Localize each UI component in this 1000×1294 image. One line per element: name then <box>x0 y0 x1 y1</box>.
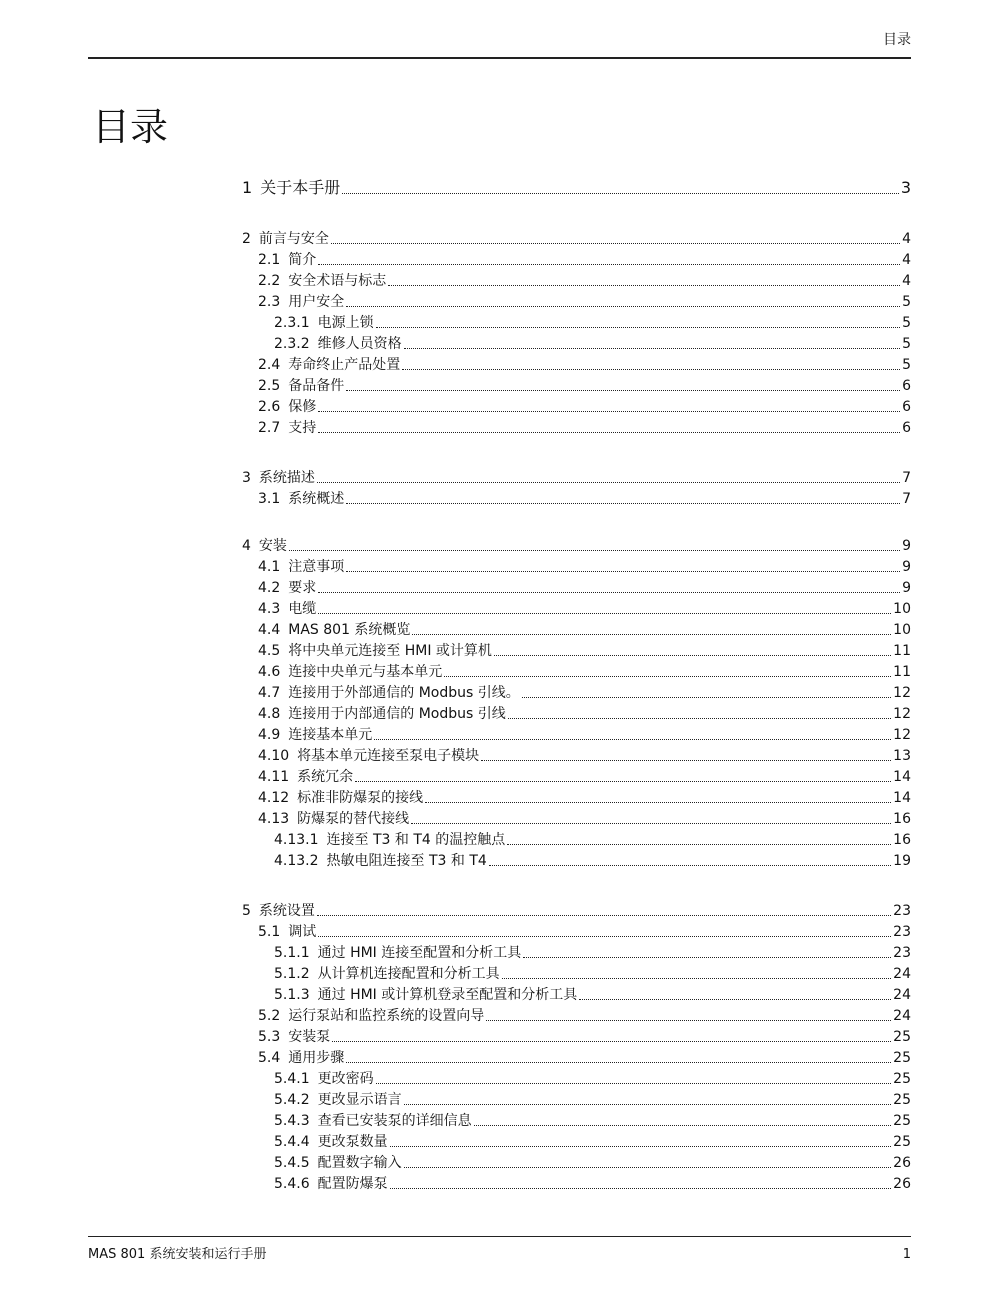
toc-entry-number: 2.4 <box>258 357 281 373</box>
toc-dot-leader <box>346 389 900 391</box>
toc-entry-title: 维修人员资格 <box>317 336 402 352</box>
toc-entry-title: 保修 <box>288 399 317 415</box>
toc-entry-title: 从计算机连接配置和分析工具 <box>317 966 500 982</box>
toc-entry[interactable] <box>242 1049 911 1067</box>
toc-entry-title: 通过 HMI 或计算机登录至配置和分析工具 <box>317 987 578 1003</box>
toc-dot-leader <box>444 675 891 677</box>
toc-entry-title: 连接用于内部通信的 Modbus 引线 <box>288 706 506 722</box>
toc-entry-page: 23 <box>893 903 911 919</box>
toc-entry[interactable] <box>242 558 911 576</box>
toc-entry-page: 11 <box>893 643 911 659</box>
toc-entry-title: 连接用于外部通信的 Modbus 引线。 <box>288 685 520 701</box>
toc-entry-number: 5.4 <box>258 1050 281 1066</box>
toc-entry[interactable] <box>242 490 911 508</box>
toc-entry-number: 4.10 <box>258 748 290 764</box>
toc-dot-leader <box>346 570 900 572</box>
toc-entry-title: 安装泵 <box>288 1029 331 1045</box>
toc-entry[interactable] <box>242 335 911 353</box>
toc-entry-title: 用户安全 <box>288 294 345 310</box>
toc-entry-title: 配置数字输入 <box>317 1155 402 1171</box>
toc-dot-leader <box>390 1187 892 1189</box>
toc-entry-number: 4.5 <box>258 643 281 659</box>
toc-entry[interactable] <box>242 1091 911 1109</box>
toc-entry-page: 9 <box>902 538 911 554</box>
toc-dot-leader <box>486 1019 891 1021</box>
toc-entry[interactable] <box>242 923 911 941</box>
toc-entry-number: 2.1 <box>258 252 281 268</box>
toc-entry-number: 2.6 <box>258 399 281 415</box>
toc-entry-title: 安全术语与标志 <box>288 273 387 289</box>
toc-dot-leader <box>376 1082 892 1084</box>
toc-entry-title: 防爆泵的替代接线 <box>297 811 410 827</box>
toc-entry-page: 25 <box>893 1134 911 1150</box>
toc-entry-number: 4.4 <box>258 622 281 638</box>
toc-entry-number: 2 <box>242 231 251 247</box>
toc-entry[interactable] <box>242 314 911 332</box>
toc-entry-number: 4.11 <box>258 769 290 785</box>
toc-entry-page: 23 <box>893 945 911 961</box>
toc-entry-page: 9 <box>902 580 911 596</box>
toc-entry-number: 4.13 <box>258 811 290 827</box>
toc-entry[interactable] <box>242 789 911 807</box>
toc-entry[interactable] <box>242 579 911 597</box>
toc-entry[interactable] <box>242 1112 911 1130</box>
toc-entry-title: 将中央单元连接至 HMI 或计算机 <box>288 643 492 659</box>
toc-entry[interactable] <box>242 377 911 395</box>
toc-entry-title: 系统设置 <box>258 903 315 919</box>
toc-entry-title: 连接至 T3 和 T4 的温控触点 <box>326 832 506 848</box>
toc-entry-page: 5 <box>902 294 911 310</box>
toc-entry[interactable] <box>242 852 911 870</box>
toc-entry-title: 要求 <box>288 580 317 596</box>
toc-entry-title: 更改泵数量 <box>317 1134 388 1150</box>
toc-entry-title: 前言与安全 <box>258 231 329 247</box>
toc-entry-page: 24 <box>893 966 911 982</box>
toc-dot-leader <box>346 305 900 307</box>
toc-entry-number: 4 <box>242 538 251 554</box>
toc-entry[interactable] <box>242 831 911 849</box>
toc-entry[interactable] <box>242 944 911 962</box>
toc-entry-number: 3 <box>242 470 251 486</box>
toc-entry-page: 26 <box>893 1155 911 1171</box>
toc-entry-page: 14 <box>893 790 911 806</box>
toc-entry-title: 安装 <box>258 538 287 554</box>
toc-entry-page: 19 <box>893 853 911 869</box>
toc-entry-number: 1 <box>242 178 253 197</box>
toc-entry-title: 寿命终止产品处置 <box>288 357 401 373</box>
toc-entry-number: 5.2 <box>258 1008 281 1024</box>
toc-dot-leader <box>355 780 891 782</box>
toc-dot-leader <box>318 612 891 614</box>
toc-dot-leader <box>346 502 900 504</box>
toc-entry[interactable] <box>242 419 911 437</box>
toc-entry-number: 4.1 <box>258 559 281 575</box>
toc-entry-title: 备品备件 <box>288 378 345 394</box>
toc-dot-leader <box>489 864 891 866</box>
toc-entry-page: 5 <box>902 315 911 331</box>
toc-entry-page: 25 <box>893 1029 911 1045</box>
toc-entry[interactable] <box>242 1175 911 1193</box>
toc-entry-number: 5.1.2 <box>274 966 310 982</box>
running-header: 目录 <box>883 32 911 48</box>
toc-entry[interactable] <box>242 768 911 786</box>
toc-entry-number: 2.7 <box>258 420 281 436</box>
toc-entry[interactable] <box>242 1133 911 1151</box>
toc-entry-title: 关于本手册 <box>260 178 341 197</box>
toc-entry-number: 2.3.1 <box>274 315 310 331</box>
toc-entry[interactable] <box>242 810 911 828</box>
toc-dot-leader <box>404 1103 892 1105</box>
toc-entry-page: 3 <box>900 178 911 197</box>
toc-entry-page: 7 <box>902 470 911 486</box>
table-of-contents <box>242 0 911 1294</box>
toc-dot-leader <box>346 1061 891 1063</box>
toc-entry-page: 13 <box>893 748 911 764</box>
toc-entry[interactable] <box>242 621 911 639</box>
toc-dot-leader <box>318 410 900 412</box>
toc-entry-number: 3.1 <box>258 491 281 507</box>
toc-entry-page: 10 <box>893 622 911 638</box>
toc-entry-number: 5 <box>242 903 251 919</box>
toc-dot-leader <box>404 347 900 349</box>
toc-entry[interactable] <box>242 1007 911 1025</box>
toc-entry[interactable] <box>242 1154 911 1172</box>
toc-entry[interactable] <box>242 356 911 374</box>
toc-entry-page: 25 <box>893 1092 911 1108</box>
toc-entry-title: 更改密码 <box>317 1071 374 1087</box>
toc-entry-page: 16 <box>893 832 911 848</box>
toc-entry-number: 5.4.1 <box>274 1071 310 1087</box>
toc-entry-number: 5.3 <box>258 1029 281 1045</box>
toc-entry-number: 4.12 <box>258 790 290 806</box>
toc-entry[interactable] <box>242 902 911 920</box>
toc-entry-title: 电源上锁 <box>317 315 374 331</box>
toc-dot-leader <box>412 633 891 635</box>
toc-entry-page: 14 <box>893 769 911 785</box>
toc-dot-leader <box>402 368 900 370</box>
toc-entry-number: 5.1.1 <box>274 945 310 961</box>
toc-entry-page: 4 <box>902 231 911 247</box>
toc-entry-number: 5.4.2 <box>274 1092 310 1108</box>
toc-dot-leader <box>318 935 891 937</box>
page-title: 目录 <box>92 105 169 149</box>
toc-dot-leader <box>425 801 891 803</box>
toc-entry[interactable] <box>242 398 911 416</box>
toc-entry-title: 通用步骤 <box>288 1050 345 1066</box>
toc-entry-title: 热敏电阻连接至 T3 和 T4 <box>326 853 487 869</box>
toc-entry[interactable] <box>242 663 911 681</box>
toc-entry-number: 4.3 <box>258 601 281 617</box>
toc-entry-page: 11 <box>893 664 911 680</box>
toc-entry-number: 5.4.4 <box>274 1134 310 1150</box>
toc-entry-title: 系统描述 <box>258 470 315 486</box>
toc-entry-title: 标准非防爆泵的接线 <box>297 790 424 806</box>
toc-entry-page: 12 <box>893 727 911 743</box>
toc-entry-title: 电缆 <box>288 601 317 617</box>
toc-entry-title: 运行泵站和监控系统的设置向导 <box>288 1008 485 1024</box>
toc-entry[interactable] <box>242 230 911 248</box>
toc-dot-leader <box>522 696 891 698</box>
toc-entry-number: 4.13.2 <box>274 853 319 869</box>
toc-dot-leader <box>317 481 900 483</box>
toc-entry[interactable] <box>242 251 911 269</box>
toc-entry[interactable] <box>242 965 911 983</box>
toc-dot-leader <box>481 759 891 761</box>
toc-dot-leader <box>318 431 900 433</box>
toc-dot-leader <box>317 914 891 916</box>
toc-entry-number: 2.2 <box>258 273 281 289</box>
toc-entry-title: 连接基本单元 <box>288 727 373 743</box>
toc-entry-page: 5 <box>902 336 911 352</box>
toc-entry[interactable] <box>242 1028 911 1046</box>
toc-entry-title: 注意事项 <box>288 559 345 575</box>
toc-entry-title: 系统冗余 <box>297 769 354 785</box>
toc-entry-page: 26 <box>893 1176 911 1192</box>
toc-entry-title: 简介 <box>288 252 317 268</box>
toc-entry[interactable] <box>242 684 911 702</box>
toc-entry-title: MAS 801 系统概览 <box>288 622 411 638</box>
toc-entry-number: 5.4.6 <box>274 1176 310 1192</box>
toc-entry-number: 4.6 <box>258 664 281 680</box>
toc-entry[interactable] <box>242 469 911 487</box>
toc-dot-leader <box>474 1124 892 1126</box>
toc-entry-number: 2.3.2 <box>274 336 310 352</box>
toc-dot-leader <box>579 998 891 1000</box>
toc-entry-number: 4.7 <box>258 685 281 701</box>
toc-entry-title: 配置防爆泵 <box>317 1176 388 1192</box>
toc-entry-number: 5.1 <box>258 924 281 940</box>
toc-entry-page: 24 <box>893 1008 911 1024</box>
toc-entry-title: 连接中央单元与基本单元 <box>288 664 443 680</box>
toc-entry-page: 6 <box>902 378 911 394</box>
toc-entry[interactable] <box>242 178 911 198</box>
toc-entry-number: 2.5 <box>258 378 281 394</box>
toc-entry[interactable] <box>242 642 911 660</box>
footer-rule <box>88 1236 911 1237</box>
toc-entry-number: 4.8 <box>258 706 281 722</box>
toc-entry-title: 系统概述 <box>288 491 345 507</box>
toc-entry[interactable] <box>242 726 911 744</box>
toc-entry-title: 调试 <box>288 924 317 940</box>
toc-entry-page: 25 <box>893 1113 911 1129</box>
toc-entry[interactable] <box>242 272 911 290</box>
toc-entry-page: 7 <box>902 491 911 507</box>
toc-entry-page: 16 <box>893 811 911 827</box>
toc-entry-page: 25 <box>893 1071 911 1087</box>
toc-entry-page: 4 <box>902 252 911 268</box>
footer-manual-title: MAS 801 系统安装和运行手册 <box>88 1247 267 1262</box>
toc-entry-number: 5.1.3 <box>274 987 310 1003</box>
toc-entry-number: 4.9 <box>258 727 281 743</box>
toc-dot-leader <box>331 242 900 244</box>
toc-entry-page: 9 <box>902 559 911 575</box>
toc-dot-leader <box>411 822 891 824</box>
toc-entry[interactable] <box>242 293 911 311</box>
toc-entry[interactable] <box>242 1070 911 1088</box>
toc-dot-leader <box>289 549 900 551</box>
toc-dot-leader <box>374 738 891 740</box>
toc-entry-number: 4.13.1 <box>274 832 319 848</box>
toc-entry-page: 23 <box>893 924 911 940</box>
toc-entry-title: 支持 <box>288 420 317 436</box>
toc-dot-leader <box>404 1166 892 1168</box>
toc-dot-leader <box>376 326 900 328</box>
toc-entry-page: 12 <box>893 685 911 701</box>
toc-entry-page: 6 <box>902 420 911 436</box>
toc-dot-leader <box>318 263 900 265</box>
toc-entry[interactable] <box>242 747 911 765</box>
toc-dot-leader <box>388 284 900 286</box>
toc-dot-leader <box>508 717 891 719</box>
toc-dot-leader <box>342 192 899 194</box>
toc-entry-number: 5.4.3 <box>274 1113 310 1129</box>
footer-page-number: 1 <box>902 1247 911 1262</box>
toc-dot-leader <box>390 1145 892 1147</box>
toc-entry-title: 将基本单元连接至泵电子模块 <box>297 748 480 764</box>
toc-entry-number: 4.2 <box>258 580 281 596</box>
toc-entry-page: 24 <box>893 987 911 1003</box>
toc-entry-page: 10 <box>893 601 911 617</box>
toc-dot-leader <box>502 977 892 979</box>
toc-entry-number: 5.4.5 <box>274 1155 310 1171</box>
toc-entry-page: 6 <box>902 399 911 415</box>
toc-entry-title: 更改显示语言 <box>317 1092 402 1108</box>
toc-dot-leader <box>332 1040 891 1042</box>
toc-dot-leader <box>523 956 891 958</box>
toc-entry-page: 12 <box>893 706 911 722</box>
toc-entry-page: 25 <box>893 1050 911 1066</box>
toc-dot-leader <box>318 591 900 593</box>
toc-entry-page: 5 <box>902 357 911 373</box>
toc-entry-title: 查看已安装泵的详细信息 <box>317 1113 472 1129</box>
toc-entry-title: 通过 HMI 连接至配置和分析工具 <box>317 945 522 961</box>
toc-dot-leader <box>494 654 891 656</box>
toc-entry[interactable] <box>242 537 911 555</box>
toc-dot-leader <box>507 843 891 845</box>
toc-entry[interactable] <box>242 986 911 1004</box>
toc-entry-page: 4 <box>902 273 911 289</box>
toc-entry[interactable] <box>242 600 911 618</box>
toc-entry-number: 2.3 <box>258 294 281 310</box>
toc-entry[interactable] <box>242 705 911 723</box>
